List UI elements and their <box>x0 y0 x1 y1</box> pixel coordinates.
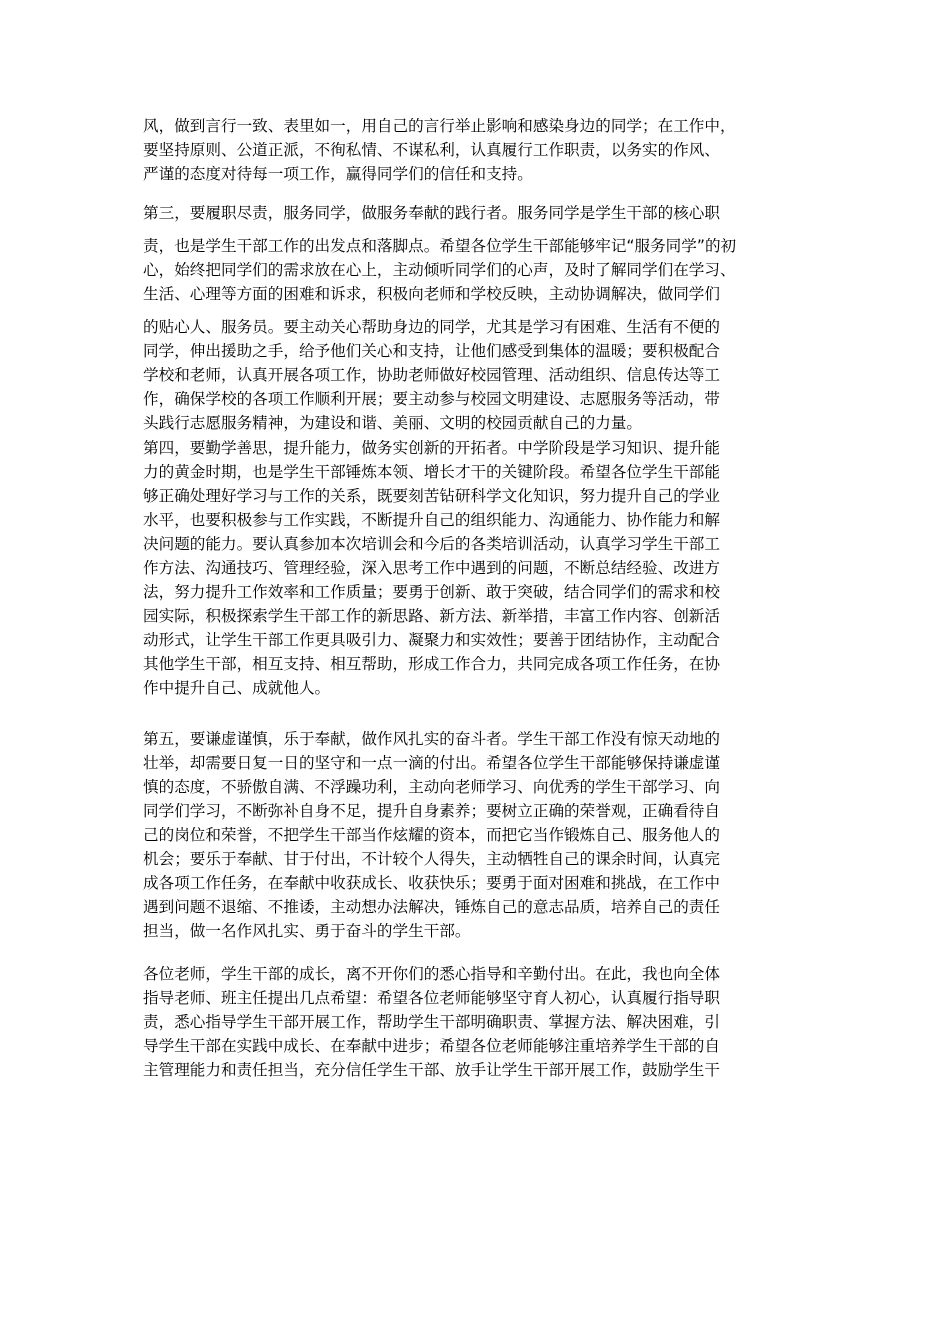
paragraph-5 <box>143 962 823 1082</box>
text-line: 责，也是学生干部工作的出发点和落脚点。希望各位学生干部能够牢记“服务同学”的初 <box>143 237 737 255</box>
text-line: 同学们学习，不断弥补自身不足，提升自身素养；要树立正确的荣誉观，正确看待自 <box>143 802 720 820</box>
text-line: 主管理能力和责任担当，充分信任学生干部、放手让学生干部开展工作，鼓励学生干 <box>143 1061 720 1079</box>
text-line: 作，确保学校的各项工作顺利开展；要主动参与校园文明建设、志愿服务等活动，带 <box>143 390 720 408</box>
text-line: 风，做到言行一致、表里如一，用自己的言行举止影响和感染身边的同学；在工作中， <box>143 117 736 135</box>
text-line: 壮举，却需要日复一日的坚守和一点一滴的付出。希望各位学生干部能够保持谦虚谨 <box>143 754 720 772</box>
text-line: 第四，要勤学善思，提升能力，做务实创新的开拓者。中学阶段是学习知识、提升能 <box>143 439 720 457</box>
text-line: 水平，也要积极参与工作实践，不断提升自己的组织能力、沟通能力、协作能力和解 <box>143 511 720 529</box>
text-line: 慎的态度，不骄傲自满、不浮躁功利，主动向老师学习、向优秀的学生干部学习、向 <box>143 778 720 796</box>
text-line: 决问题的能力。要认真参加本次培训会和今后的各类培训活动，认真学习学生干部工 <box>143 535 720 553</box>
text-line: 第五，要谦虚谨慎，乐于奉献，做作风扎实的奋斗者。学生干部工作没有惊天动地的 <box>143 730 720 748</box>
text-line: 作方法、沟通技巧、管理经验，深入思考工作中遇到的问题，不断总结经验、改进方 <box>143 559 720 577</box>
text-line: 己的岗位和荣誉，不把学生干部当作炫耀的资本，而把它当作锻炼自己、服务他人的 <box>143 826 720 844</box>
text-line: 第三，要履职尽责，服务同学，做服务奉献的践行者。服务同学是学生干部的核心职 <box>143 204 720 222</box>
text-line: 的贴心人、服务员。要主动关心帮助身边的同学，尤其是学习有困难、生活有不便的 <box>143 318 720 336</box>
text-line: 心，始终把同学们的需求放在心上，主动倾听同学们的心声，及时了解同学们在学习、 <box>143 261 736 279</box>
text-line: 头践行志愿服务精神，为建设和谐、美丽、文明的校园贡献自己的力量。 <box>143 414 643 432</box>
text-line: 各位老师，学生干部的成长，离不开你们的悉心指导和辛勤付出。在此，我也向全体 <box>143 965 720 983</box>
text-line: 同学，伸出援助之手，给予他们关心和支持，让他们感受到集体的温暖；要积极配合 <box>143 342 720 360</box>
paragraph-2 <box>143 201 823 435</box>
paragraph-3 <box>143 436 823 700</box>
paragraph-4 <box>143 727 823 943</box>
text-line: 严谨的态度对待每一项工作，赢得同学们的信任和支持。 <box>143 165 533 183</box>
text-line: 力的黄金时期，也是学生干部锤炼本领、增长才干的关键阶段。希望各位学生干部能 <box>143 463 720 481</box>
text-line: 法，努力提升工作效率和工作质量；要勇于创新、敢于突破，结合同学们的需求和校 <box>143 583 720 601</box>
text-line: 指导老师、班主任提出几点希望：希望各位老师能够坚守育人初心，认真履行指导职 <box>143 989 720 1007</box>
text-line: 其他学生干部，相互支持、相互帮助，形成工作合力，共同完成各项工作任务，在协 <box>143 655 720 673</box>
text-line: 作中提升自己、成就他人。 <box>143 679 331 697</box>
text-line: 导学生干部在实践中成长、在奉献中进步；希望各位老师能够注重培养学生干部的自 <box>143 1037 720 1055</box>
paragraph-1 <box>143 114 823 186</box>
text-line: 责，悉心指导学生干部开展工作，帮助学生干部明确职责、掌握方法、解决困难，引 <box>143 1013 720 1031</box>
text-line: 要坚持原则、公道正派，不徇私情、不谋私利，认真履行工作职责，以务实的作风、 <box>143 141 720 159</box>
text-line: 机会；要乐于奉献、甘于付出，不计较个人得失，主动牺牲自己的课余时间，认真完 <box>143 850 720 868</box>
text-line: 担当，做一名作风扎实、勇于奋斗的学生干部。 <box>143 922 471 940</box>
text-line: 够正确处理好学习与工作的关系，既要刻苦钻研科学文化知识，努力提升自己的学业 <box>143 487 720 505</box>
text-line: 园实际，积极探索学生干部工作的新思路、新方法、新举措，丰富工作内容、创新活 <box>143 607 720 625</box>
text-line: 动形式，让学生干部工作更具吸引力、凝聚力和实效性；要善于团结协作，主动配合 <box>143 631 720 649</box>
text-line: 学校和老师，认真开展各项工作，协助老师做好校园管理、活动组织、信息传达等工 <box>143 366 720 384</box>
text-line: 生活、心理等方面的困难和诉求，积极向老师和学校反映，主动协调解决，做同学们 <box>143 285 720 303</box>
text-line: 成各项工作任务，在奉献中收获成长、收获快乐；要勇于面对困难和挑战，在工作中 <box>143 874 720 892</box>
text-line: 遇到问题不退缩、不推诿，主动想办法解决，锤炼自己的意志品质，培养自己的责任 <box>143 898 720 916</box>
